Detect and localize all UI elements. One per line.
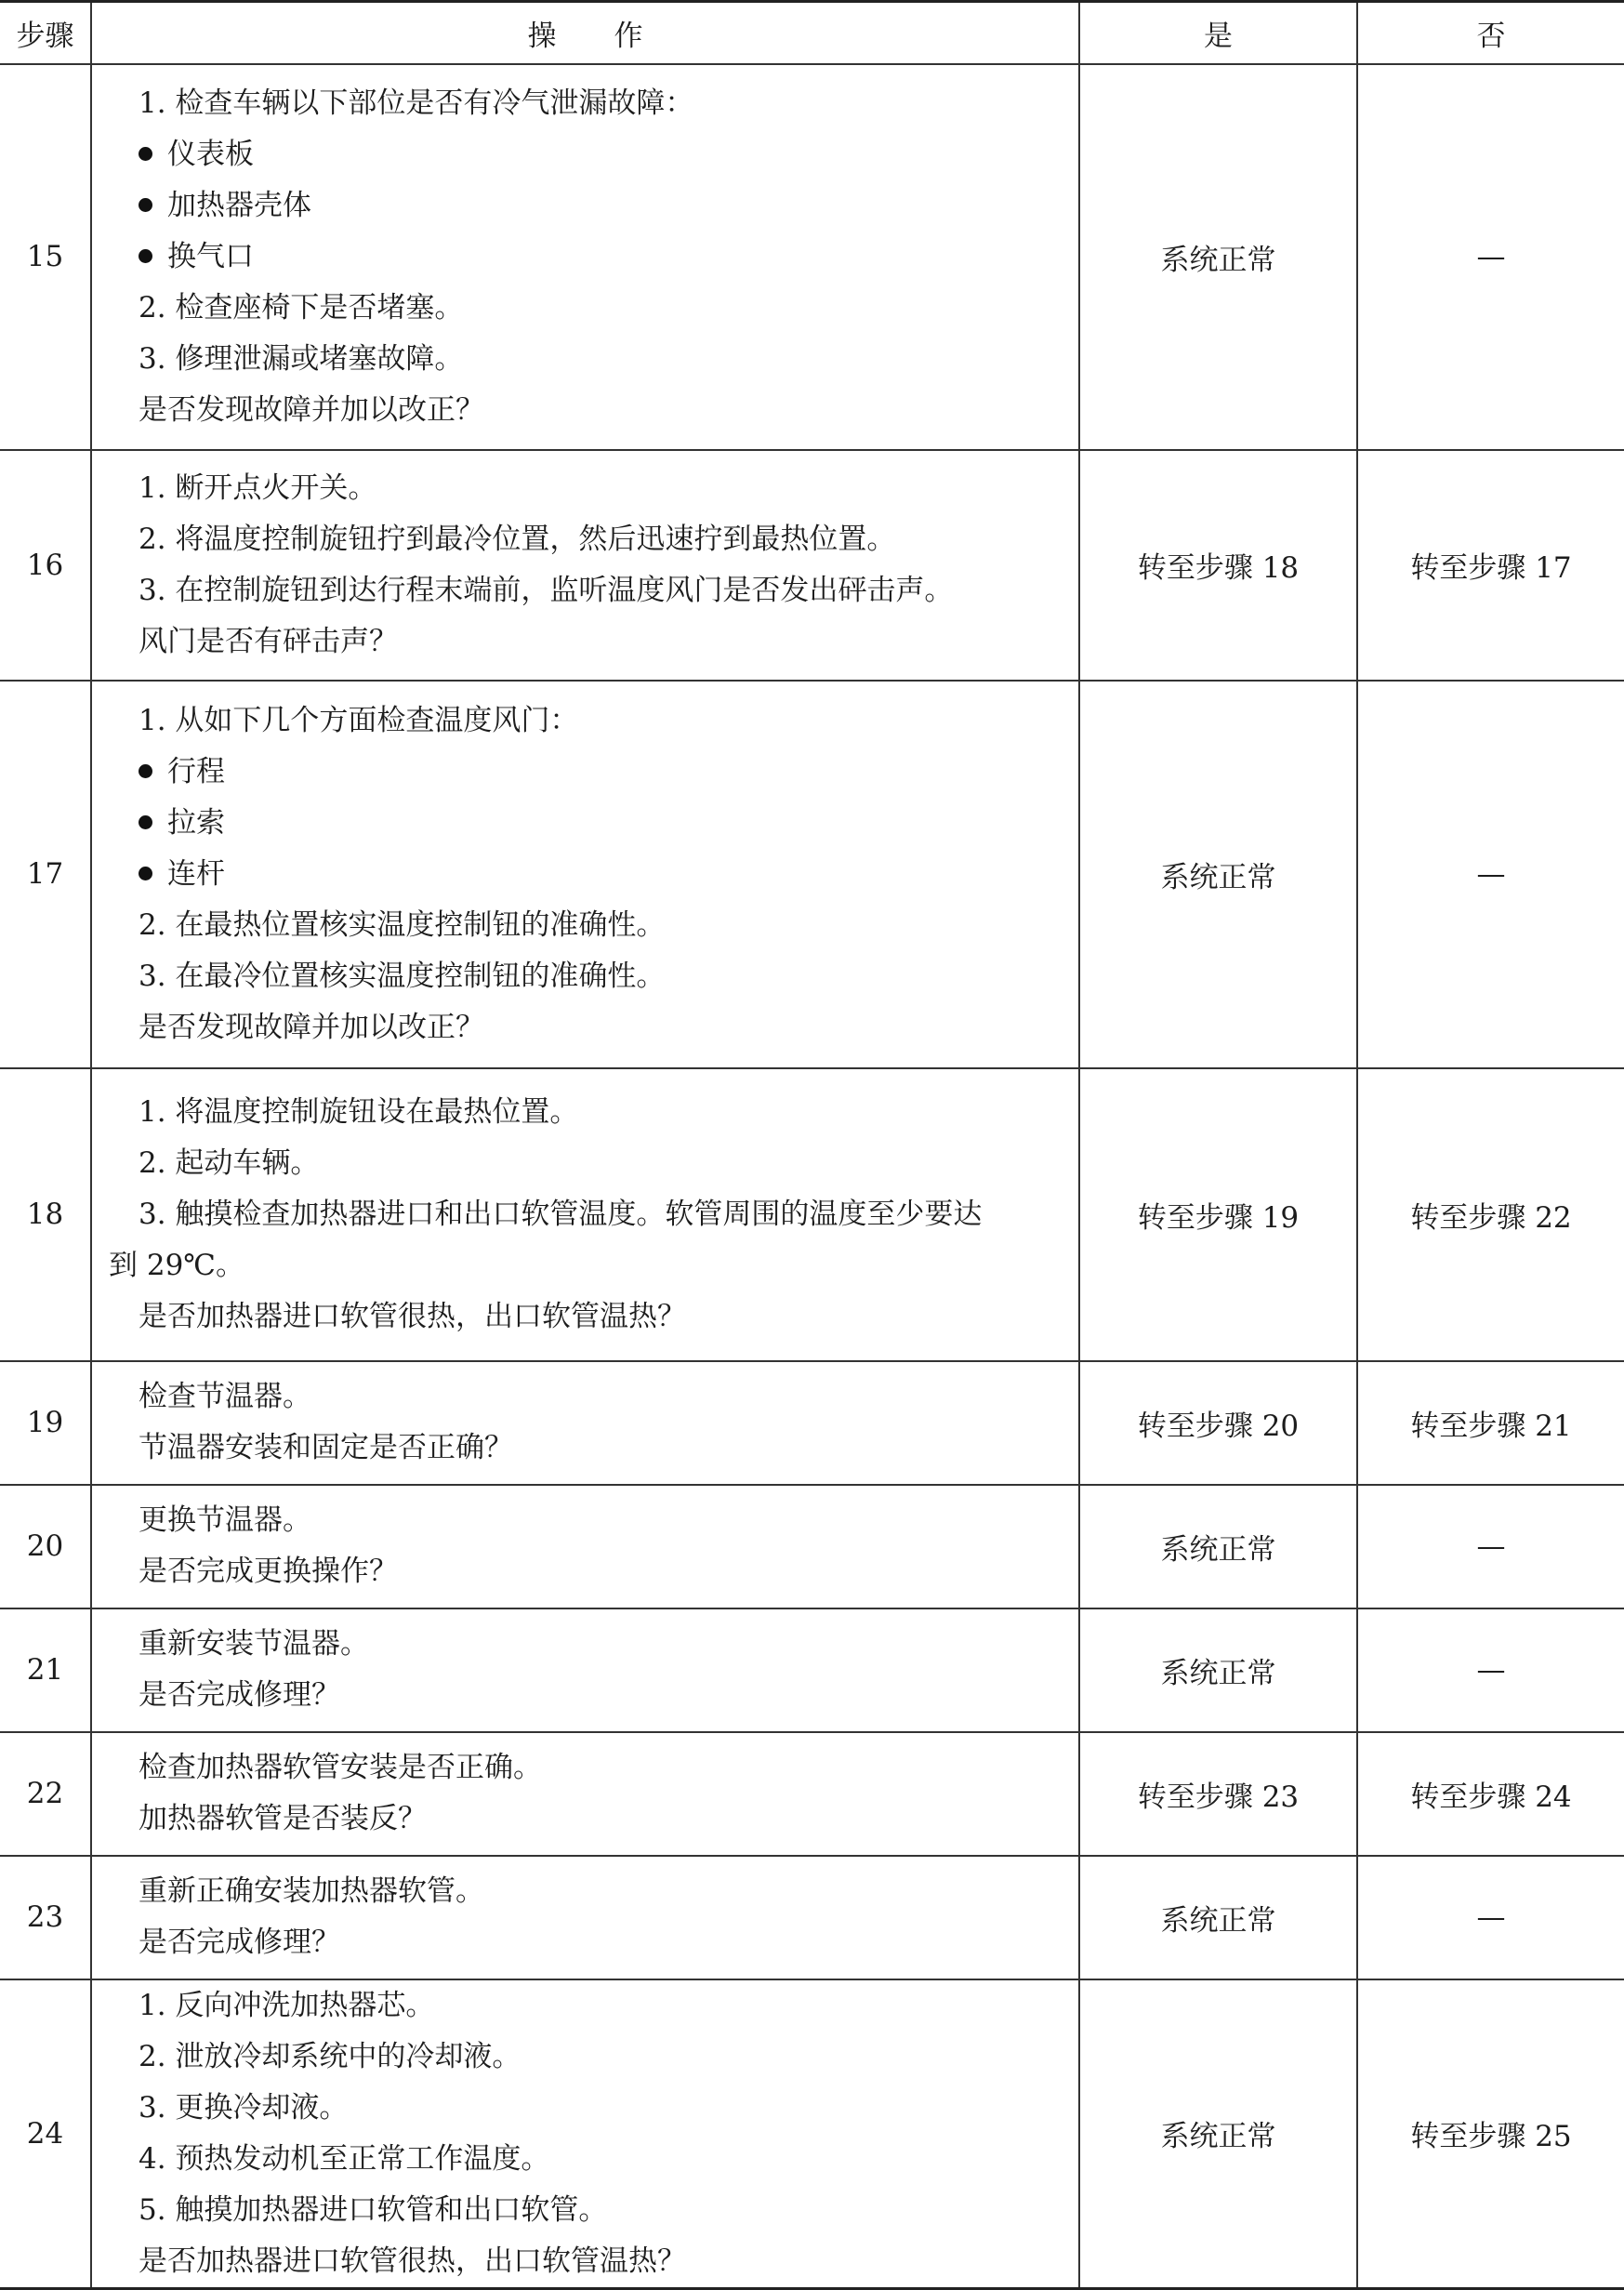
operation-line: 检查加热器软管安装是否正确。 xyxy=(139,1751,542,1784)
table-header-row xyxy=(0,2,1624,64)
header-yes: 是 xyxy=(1079,2,1357,64)
yes-result: 系统正常 xyxy=(1079,1608,1357,1732)
step-number: 18 xyxy=(0,1068,91,1361)
operation-cell xyxy=(91,64,1079,450)
operation-cell xyxy=(91,681,1079,1068)
header-operation: 操 作 xyxy=(91,2,1079,64)
step-number: 17 xyxy=(0,681,91,1068)
operation-line: 是否完成更换操作？ xyxy=(139,1555,398,1588)
table-row xyxy=(0,1979,1624,2289)
step-number: 15 xyxy=(0,64,91,450)
step-number: 23 xyxy=(0,1856,91,1979)
operation-line: 检查节温器。 xyxy=(139,1380,311,1413)
table-row xyxy=(0,1608,1624,1732)
table-row xyxy=(0,450,1624,681)
operation-line: 2. 在最热位置核实温度控制钮的准确性。 xyxy=(139,907,666,942)
yes-result: 系统正常 xyxy=(1079,681,1357,1068)
bullet-item: 连杆 xyxy=(109,849,1065,900)
step-number: 20 xyxy=(0,1485,91,1608)
no-result: 转至步骤 25 xyxy=(1357,1979,1624,2289)
operation-line: 3. 更换冷却液。 xyxy=(139,2090,349,2125)
no-result: — xyxy=(1357,1608,1624,1732)
operation-line: 3. 在控制旋钮到达行程末端前，监听温度风门是否发出砰击声。 xyxy=(139,573,954,607)
yes-result: 转至步骤 23 xyxy=(1079,1732,1357,1856)
operation-line: 1. 将温度控制旋钮设在最热位置。 xyxy=(139,1094,579,1129)
operation-cell xyxy=(91,1856,1079,1979)
no-result: 转至步骤 21 xyxy=(1357,1361,1624,1485)
operation-line: 2. 起动车辆。 xyxy=(139,1145,320,1180)
operation-line: 加热器软管是否装反？ xyxy=(139,1802,427,1835)
bullet-item: 拉索 xyxy=(109,798,1065,849)
table-row xyxy=(0,1732,1624,1856)
operation-line: 到 29℃。 xyxy=(109,1248,244,1282)
operation-line: 2. 将温度控制旋钮拧到最冷位置，然后迅速拧到最热位置。 xyxy=(139,522,896,556)
operation-line: 2. 检查座椅下是否堵塞。 xyxy=(139,290,464,324)
operation-cell xyxy=(91,1732,1079,1856)
operation-cell xyxy=(91,1608,1079,1732)
operation-line: 是否加热器进口软管很热，出口软管温热？ xyxy=(139,2244,686,2278)
operation-line: 重新安装节温器。 xyxy=(139,1627,369,1661)
operation-cell xyxy=(91,1979,1079,2289)
yes-result: 系统正常 xyxy=(1079,1485,1357,1608)
header-no: 否 xyxy=(1357,2,1624,64)
operation-cell xyxy=(91,1485,1079,1608)
operation-line: 重新正确安装加热器软管。 xyxy=(139,1874,484,1908)
operation-line: 3. 触摸检查加热器进口和出口软管温度。软管周围的温度至少要达 xyxy=(139,1197,983,1231)
yes-result: 转至步骤 20 xyxy=(1079,1361,1357,1485)
table-row xyxy=(0,64,1624,450)
operation-line: 更换节温器。 xyxy=(139,1503,311,1537)
no-result: 转至步骤 17 xyxy=(1357,450,1624,681)
operation-line: 2. 泄放冷却系统中的冷却液。 xyxy=(139,2039,522,2073)
step-number: 22 xyxy=(0,1732,91,1856)
no-result: 转至步骤 24 xyxy=(1357,1732,1624,1856)
step-number: 24 xyxy=(0,1979,91,2289)
operation-line: 4. 预热发动机至正常工作温度。 xyxy=(139,2141,550,2176)
step-number: 19 xyxy=(0,1361,91,1485)
operation-line: 是否发现故障并加以改正？ xyxy=(139,1010,484,1044)
bullet-item: 仪表板 xyxy=(109,129,1065,180)
yes-result: 系统正常 xyxy=(1079,64,1357,450)
bullet-item: 换气口 xyxy=(109,232,1065,283)
operation-line: 是否发现故障并加以改正？ xyxy=(139,392,484,427)
operation-cell xyxy=(91,1361,1079,1485)
operation-line: 3. 修理泄漏或堵塞故障。 xyxy=(139,341,464,376)
operation-line: 是否加热器进口软管很热，出口软管温热？ xyxy=(139,1299,686,1333)
table-row xyxy=(0,1068,1624,1361)
header-step: 步骤 xyxy=(0,2,91,64)
table-row xyxy=(0,1856,1624,1979)
no-result: — xyxy=(1357,681,1624,1068)
operation-line: 1. 从如下几个方面检查温度风门： xyxy=(139,703,579,737)
yes-result: 转至步骤 19 xyxy=(1079,1068,1357,1361)
no-result: — xyxy=(1357,1856,1624,1979)
operation-line: 5. 触摸加热器进口软管和出口软管。 xyxy=(139,2192,608,2227)
table-row xyxy=(0,1485,1624,1608)
bullet-item: 行程 xyxy=(109,747,1065,798)
operation-line: 3. 在最冷位置核实温度控制钮的准确性。 xyxy=(139,959,666,993)
step-number: 21 xyxy=(0,1608,91,1732)
operation-line: 1. 反向冲洗加热器芯。 xyxy=(139,1988,435,2022)
operation-cell xyxy=(91,450,1079,681)
operation-line: 1. 断开点火开关。 xyxy=(139,470,377,505)
yes-result: 系统正常 xyxy=(1079,1856,1357,1979)
yes-result: 转至步骤 18 xyxy=(1079,450,1357,681)
operation-line: 风门是否有砰击声？ xyxy=(139,624,398,658)
table-row xyxy=(0,1361,1624,1485)
operation-line: 是否完成修理？ xyxy=(139,1926,340,1959)
operation-line: 节温器安装和固定是否正确？ xyxy=(139,1431,513,1464)
no-result: — xyxy=(1357,1485,1624,1608)
operation-line: 是否完成修理？ xyxy=(139,1678,340,1712)
table-row xyxy=(0,681,1624,1068)
step-number: 16 xyxy=(0,450,91,681)
bullet-item: 加热器壳体 xyxy=(109,180,1065,232)
operation-line: 1. 检查车辆以下部位是否有冷气泄漏故障： xyxy=(139,86,694,120)
no-result: — xyxy=(1357,64,1624,450)
yes-result: 系统正常 xyxy=(1079,1979,1357,2289)
no-result: 转至步骤 22 xyxy=(1357,1068,1624,1361)
operation-cell xyxy=(91,1068,1079,1361)
